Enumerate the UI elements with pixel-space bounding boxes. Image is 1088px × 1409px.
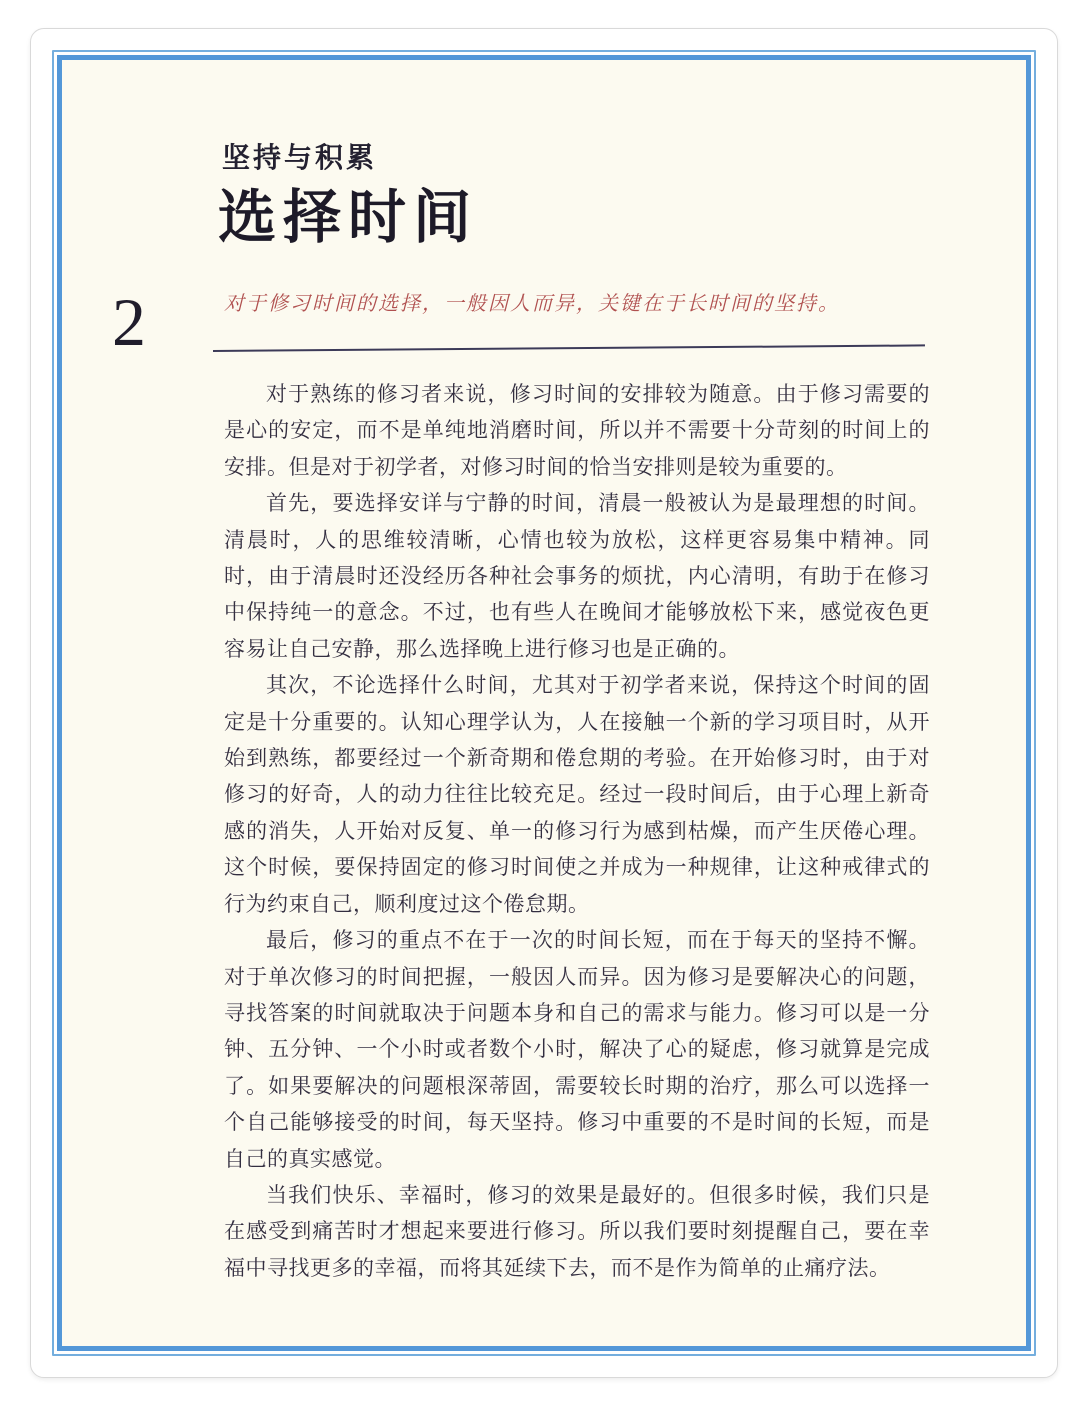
book-page: [62, 60, 1026, 1346]
body-text: [224, 376, 930, 1286]
chapter-number: 2: [112, 284, 146, 360]
page-card: [30, 28, 1058, 1378]
blue-frame-inner: [57, 55, 1031, 1351]
paragraph: 首先，要选择安详与宁静的时间，清晨一般被认为是最理想的时间。清晨时，人的思维较清晰，心情也较为放松，这样更容易集中精神。同时，由于清晨时还没经历各种社会事务的烦扰，内心清明，有助于在修习中保持纯一的意念。不过，也有些人在晚间才能够放松下来，感觉夜色更容易让自己安静，那么选择晚上进行修习也是正确的。: [224, 491, 930, 661]
chapter-subtitle: 对于修习时间的选择，一般因人而异，关键在于长时间的坚持。: [224, 293, 840, 315]
paragraph: 当我们快乐、幸福时，修习的效果是最好的。但很多时候，我们只是在感受到痛苦时才想起来要进行修习。所以我们要时刻提醒自己，要在幸福中寻找更多的幸福，而将其延续下去，而不是作为简单的止痛疗法。: [224, 1182, 930, 1280]
blue-frame-outer: [52, 50, 1036, 1356]
chapter-title: 选择时间: [218, 185, 479, 250]
paragraph: 最后，修习的重点不在于一次的时间长短，而在于每天的坚持不懈。对于单次修习的时间把握，一般因人而异。因为修习是要解决心的问题，寻找答案的时间就取决于问题本身和自己的需求与能力。修习可以是一分钟、五分钟、一个小时或者数个小时，解决了心的疑虑，修习就算是完成了。如果要解决的问题根深蒂固，需要较长时期的治疗，那么可以选择一个自己能够接受的时间，每天坚持。修习中重要的不是时间的长短，而是自己的真实感觉。: [224, 928, 930, 1171]
chapter-label: 坚持与积累: [222, 142, 378, 173]
paragraph: 对于熟练的修习者来说，修习时间的安排较为随意。由于修习需要的是心的安定，而不是单纯地消磨时间，所以并不需要十分苛刻的时间上的安排。但是对于初学者，对修习时间的恰当安排则是较为重要的。: [224, 382, 930, 479]
divider-line: [213, 344, 925, 352]
paragraph: 其次，不论选择什么时间，尤其对于初学者来说，保持这个时间的固定是十分重要的。认知心理学认为，人在接触一个新的学习项目时，从开始到熟练，都要经过一个新奇期和倦怠期的考验。在开始修习时，由于对修习的好奇，人的动力往往比较充足。经过一段时间后，由于心理上新奇感的消失，人开始对反复、单一的修习行为感到枯燥，而产生厌倦心理。这个时候，要保持固定的修习时间使之并成为一种规律，让这种戒律式的行为约束自己，顺利度过这个倦怠期。: [224, 673, 930, 916]
